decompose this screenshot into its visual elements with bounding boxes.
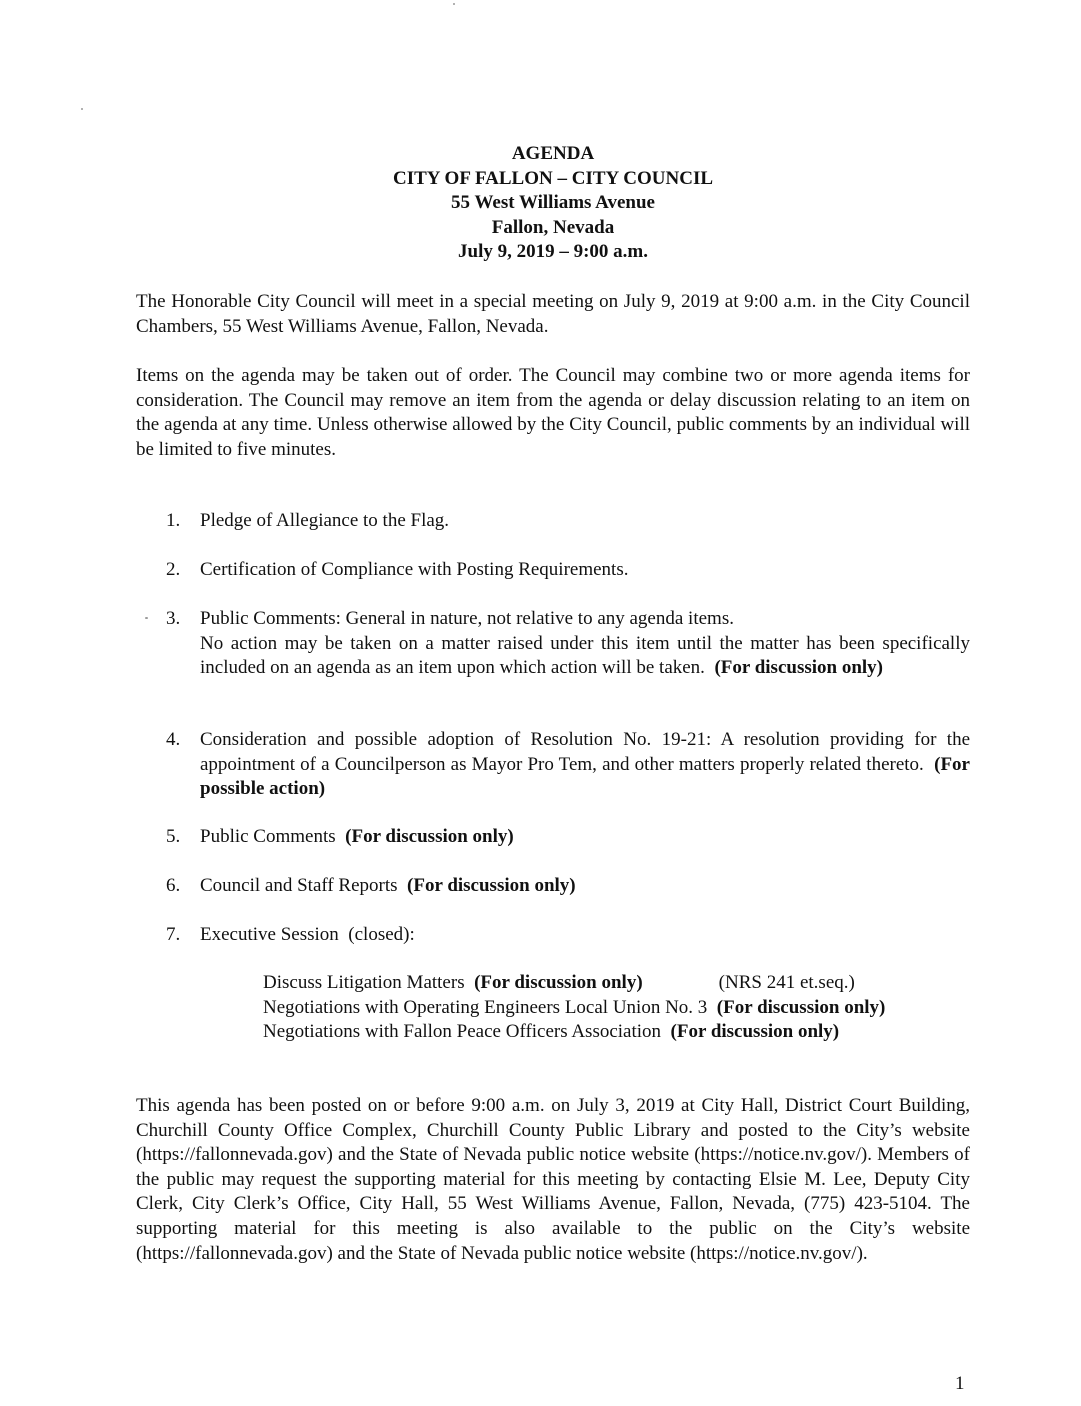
item-action-tag: (For possible action) — [200, 753, 970, 800]
council-name: CITY OF FALLON – CITY COUNCIL — [392, 167, 714, 189]
agenda-item-5 — [166, 825, 970, 850]
item-text: Executive Session (closed): — [200, 924, 415, 945]
entry-text: Negotiations with Fallon Peace Officers Association — [263, 1021, 662, 1043]
entry-text: Discuss Litigation Matters — [263, 972, 465, 993]
agenda-item-4 — [166, 728, 970, 802]
scan-speck — [81, 108, 83, 110]
posting-notice-paragraph: This agenda has been posted on or before 9:00 a.m. on July 3, 2019 at City Hall, District Court Building, Churchill County Office Complex, Churchill County Public Library and posted to the City’s website (https://fallonnevada.gov) and the State of Nevada public notice website (https://notice.nv.gov/). Members of the public may request the supporting material for this meeting by contacting Elsie M. Lee, Deputy City Clerk, City Clerk’s Office, City Hall, 55 West Williams Avenue, Fallon, Nevada, (775) 423-5104. The supporting material for this meeting is also available to the public on the City’s website (https://fallonnevada.gov) and the State of Nevada public notice website (https://notice.nv.gov/). — [136, 1095, 970, 1264]
agenda-item-6 — [166, 874, 970, 899]
item-heading: Public Comments: General in nature, not relative to any agenda items. — [200, 608, 734, 629]
executive-session-entry — [263, 971, 983, 996]
agenda-item-2 — [166, 558, 970, 583]
meeting-datetime: July 9, 2019 – 9:00 a.m. — [458, 241, 648, 263]
item-text: Consideration and possible adoption of Resolution No. 19-21: A resolution providing for the appointment of a Councilperson as Mayor Pro Tem, and other matters properly related thereto. — [200, 729, 970, 775]
item-number: 3. — [166, 608, 181, 629]
intro-paragraph: The Honorable City Council will meet in a special meeting on July 9, 2019 at 9:00 a.m. in the City Council Chambers, 55 West Williams Avenue, Fallon, Nevada. — [136, 291, 970, 337]
item-text: Council and Staff Reports — [200, 875, 398, 896]
scan-speck — [145, 617, 148, 619]
agenda-item-3 — [166, 607, 970, 681]
agenda-title: AGENDA — [511, 143, 595, 164]
executive-session-entry — [263, 996, 983, 1021]
entry-text: Negotiations with Operating Engineers Local Union No. 3 — [263, 996, 708, 1018]
executive-session-list — [263, 971, 983, 1045]
executive-session-entry — [263, 1020, 983, 1045]
entry-action-tag: (For discussion only) — [474, 972, 643, 993]
item-text: Certification of Compliance with Posting Requirements. — [200, 559, 629, 580]
page-number: 1 — [955, 1373, 965, 1394]
entry-action-tag: (For discussion only) — [716, 996, 886, 1018]
meeting-city: Fallon, Nevada — [491, 216, 615, 238]
scan-speck — [453, 3, 455, 5]
item-text: Pledge of Allegiance to the Flag. — [200, 510, 450, 531]
item-number: 7. — [166, 924, 181, 945]
item-text: No action may be taken on a matter raised under this item until the matter has been specifically included on an agenda as an item upon which action will be taken. — [200, 632, 970, 679]
procedure-paragraph: Items on the agenda may be taken out of order. The Council may combine two or more agenda items for consideration. The Council may remove an item from the agenda or delay discussion relating to an item on the agenda at any time. Unless otherwise allowed by the City Council, public comments by an individual will be limited to five minutes. — [136, 365, 970, 460]
item-text: Public Comments — [200, 826, 336, 847]
item-action-tag: (For discussion only) — [407, 875, 576, 896]
agenda-item-7 — [166, 923, 970, 948]
agenda-item-1 — [166, 509, 970, 534]
entry-reference: (NRS 241 et.seq.) — [718, 972, 855, 993]
item-number: 6. — [166, 875, 181, 896]
item-number: 5. — [166, 826, 181, 847]
meeting-address: 55 West Williams Avenue — [451, 192, 655, 214]
item-action-tag: (For discussion only) — [345, 826, 514, 847]
entry-action-tag: (For discussion only) — [670, 1021, 840, 1043]
item-action-tag: (For discussion only) — [714, 657, 884, 679]
item-number: 2. — [166, 559, 181, 580]
item-number: 1. — [166, 510, 181, 531]
agenda-header — [136, 142, 970, 265]
item-number: 4. — [166, 729, 181, 750]
